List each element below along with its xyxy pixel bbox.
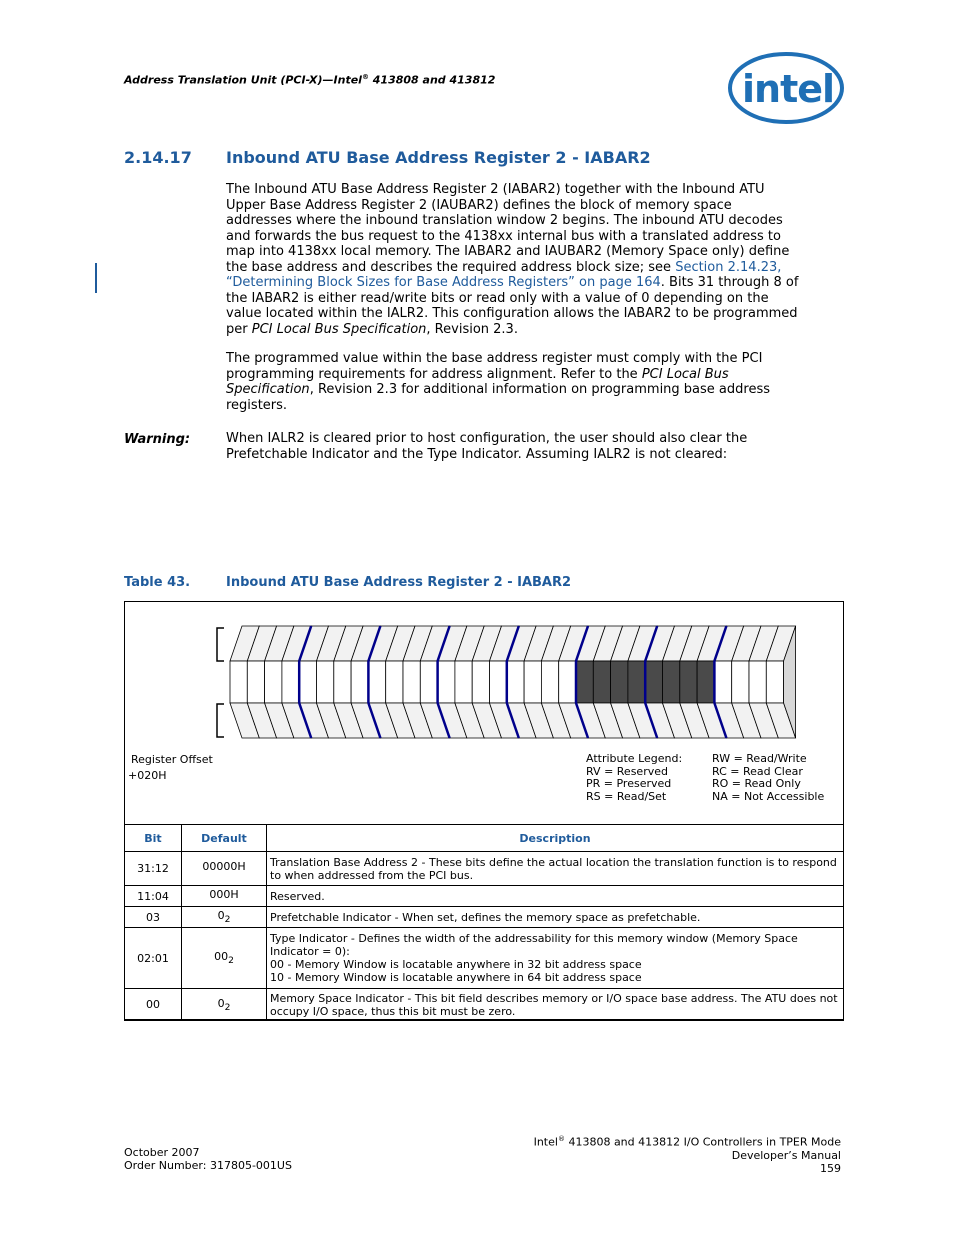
- paragraph-1: [226, 182, 840, 337]
- bit-value-cell: [732, 661, 749, 703]
- top-bracket: [217, 628, 224, 661]
- table-header-row: [125, 825, 844, 852]
- bit-value-cell: [559, 661, 576, 703]
- bit-value-cell: [645, 661, 662, 703]
- change-bar: [95, 263, 97, 293]
- para1-line: “Determining Block Sizes for Base Address Registers” on page 164. Bits 31 through 8 of: [226, 275, 799, 290]
- para1-line: the base address and describes the required address block size; see Section 2.14.23,: [226, 259, 782, 275]
- para1-line: addresses where the inbound translation window 2 begins. The inbound ATU decodes: [226, 213, 783, 228]
- register-bit-diagram: [124, 601, 844, 761]
- bit-value-cell: [403, 661, 420, 703]
- paragraph-2: The programmed value within the base address register must comply with the PCI programming requirements for address alignment. Refer to the PCI Local Bus Specification, Revision 2.3 for additional information on programming base address registers.: [226, 351, 770, 413]
- warning-label: Warning:: [124, 432, 191, 447]
- para1-line: The Inbound ATU Base Address Register 2 (IABAR2) together with the Inbound ATU: [226, 182, 765, 197]
- footer-page: 159: [820, 1161, 841, 1175]
- bit-value-cell: [714, 661, 731, 703]
- table-title: Inbound ATU Base Address Register 2 - IABAR2: [226, 575, 572, 590]
- para1-line: map into 4138xx local memory. The IABAR2 and IAUBAR2 (Memory Space only) define: [226, 244, 790, 259]
- para1-line: the IABAR2 is either read/write bits or read only with a value of 0 depending on the: [226, 290, 769, 306]
- para1-line: Upper Base Address Register 2 (IAUBAR2) defines the block of memory space: [226, 197, 732, 213]
- register-offset-value: +020H: [128, 769, 167, 782]
- bit-value-cell: [317, 661, 334, 703]
- bit-value-cell: [766, 661, 783, 703]
- table-number: Table 43.: [124, 575, 191, 590]
- table-row: 11:04 000H Reserved.: [125, 886, 844, 907]
- bit-value-cell: [386, 661, 403, 703]
- bit-value-cell: [265, 661, 282, 703]
- table-row: 31:12 00000H Translation Base Address 2 - These bits define the actual location the translation function is to respond to when addressed from the PCI bus.: [125, 852, 844, 886]
- footer-date: October 2007: [124, 1146, 200, 1159]
- col-header-description: Description: [267, 825, 844, 852]
- bit-value-cell: [472, 661, 489, 703]
- table-row: 03 $0_2$ Prefetchable Indicator - When set, defines the memory space as prefetchable.: [125, 907, 844, 928]
- running-header: Address Translation Unit (PCI-X)—Intel® 413808 and 413812: [124, 73, 496, 87]
- bit-value-cell: [368, 661, 385, 703]
- footer-order: Order Number: 317805-001US: [124, 1159, 292, 1172]
- section-title: Inbound ATU Base Address Register 2 - IABAR2: [226, 148, 651, 167]
- bit-value-cell: [697, 661, 714, 703]
- footer-product: Intel® 413808 and 413812 I/O Controllers in TPER Mode: [533, 1135, 841, 1149]
- section-link[interactable]: Section 2.14.23,: [675, 259, 782, 275]
- col-header-bit: Bit: [125, 825, 182, 852]
- para1-line: per PCI Local Bus Specification, Revision 2.3.: [226, 321, 518, 337]
- attribute-legend-col1: Attribute Legend: RV = Reserved PR = Preserved RS = Read/Set: [586, 752, 683, 803]
- attribute-legend-col2: RW = Read/Write RC = Read Clear RO = Read Only NA = Not Accessible: [712, 752, 825, 803]
- bit-value-cell: [576, 661, 593, 703]
- table-row: 02:01 $00_2$ Type Indicator - Defines the width of the addressability for this memory window (Memory Space Indicator = 0): 00 - Memory Window is locatable anywhere in 32 bit address space 10 - Memory Window is locatable anywhere in 64 bit address space: [125, 928, 844, 989]
- section-link-cont[interactable]: “Determining Block Sizes for Base Address Registers” on page 164: [226, 275, 661, 290]
- para1-line: and forwards the bus request to the 4138xx internal bus with a translated address to: [226, 228, 781, 244]
- bottom-bracket: [217, 704, 224, 737]
- bit-value-cell: [438, 661, 455, 703]
- register-offset-label: Register Offset: [131, 753, 213, 766]
- bit-value-cell: [680, 661, 697, 703]
- bit-value-cell: [247, 661, 264, 703]
- footer-left: [124, 1146, 292, 1172]
- bit-value-cell: [351, 661, 368, 703]
- col-header-default: Default: [182, 825, 267, 852]
- intel-logo: [724, 50, 844, 130]
- bit-value-cell: [749, 661, 766, 703]
- bit-value-cell: [230, 661, 247, 703]
- bit-value-cell: [611, 661, 628, 703]
- bit-field-table: [124, 824, 844, 1021]
- bit-value-cell: [282, 661, 299, 703]
- bit-value-cell: [299, 661, 316, 703]
- bit-value-cell: [628, 661, 645, 703]
- bit-value-cell: [593, 661, 610, 703]
- logo-text: intel: [742, 67, 835, 111]
- bit-value-cell: [420, 661, 437, 703]
- bit-value-cell: [507, 661, 524, 703]
- bit-value-cell: [334, 661, 351, 703]
- para1-line: value located within the IALR2. This configuration allows the IABAR2 to be programmed: [226, 306, 798, 321]
- bit-value-cell: [663, 661, 680, 703]
- footer-manual: Developer’s Manual: [731, 1148, 841, 1162]
- table-row: 00 $0_2$ Memory Space Indicator - This bit field describes memory or I/O space base address. The ATU does not occupy I/O space, thus this bit must be zero.: [125, 989, 844, 1021]
- warning-text: When IALR2 is cleared prior to host configuration, the user should also clear the Prefetchable Indicator and the Type Indicator. Assuming IALR2 is not cleared:: [226, 431, 748, 462]
- bit-value-cell: [541, 661, 558, 703]
- bit-value-cell: [524, 661, 541, 703]
- section-number: 2.14.17: [124, 148, 192, 167]
- bit-value-cell: [455, 661, 472, 703]
- bit-value-cell: [490, 661, 507, 703]
- footer-right: [534, 1133, 841, 1175]
